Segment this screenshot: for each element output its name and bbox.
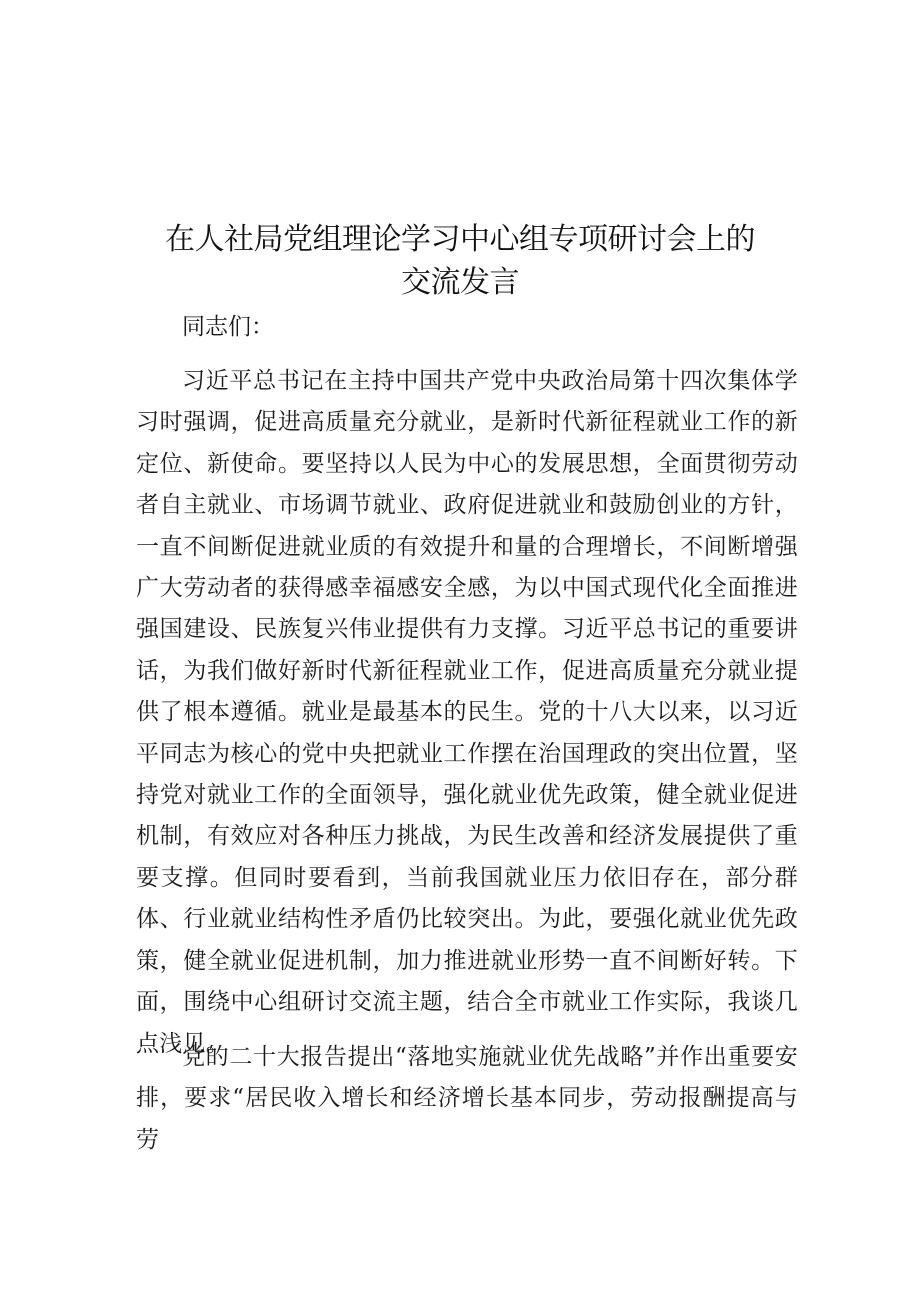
title-line-2: 交流发言 bbox=[401, 265, 519, 300]
paragraph-2: 党的二十大报告提出“落地实施就业优先战略”并作出重要安排，要求“居民收入增长和经济增长基本同步，劳动报酬提高与劳 bbox=[136, 1044, 798, 1153]
salutation: 同志们： bbox=[182, 314, 274, 340]
document-title bbox=[100, 218, 820, 304]
title-line-1: 在人社局党组理论学习中心组专项研讨会上的 bbox=[165, 222, 755, 257]
paragraph-1: 习近平总书记在主持中国共产党中央政治局第十四次集体学习时强调，促进高质量充分就业，是新时代新征程就业工作的新定位、新使命。要坚持以人民为中心的发展思想，全面贯彻劳动者自主就业、市场调节就业、政府促进就业和鼓励创业的方针，一直不间断促进就业质的有效提升和量的合理增长，不间断增强广大劳动者的获得感幸福感安全感，为以中国式现代化全面推进强国建设、民族复兴伟业提供有力支撑。习近平总书记的重要讲话，为我们做好新时代新征程就业工作，促进高质量充分就业提供了根本遵循。就业是最基本的民生。党的十八大以来，以习近平同志为核心的党中央把就业工作摆在治国理政的突出位置，坚持党对就业工作的全面领导，强化就业优先政策，健全就业促进机制，有效应对各种压力挑战，为民生改善和经济发展提供了重要支撑。但同时要看到，当前我国就业压力依旧存在，部分群体、行业就业结构性矛盾仍比较突出。为此，要强化就业优先政策，健全就业促进机制，加力推进就业形势一直不间断好转。下面，围绕中心组研讨交流主题，结合全市就业工作实际，我谈几点浅见。 bbox=[136, 368, 798, 1057]
